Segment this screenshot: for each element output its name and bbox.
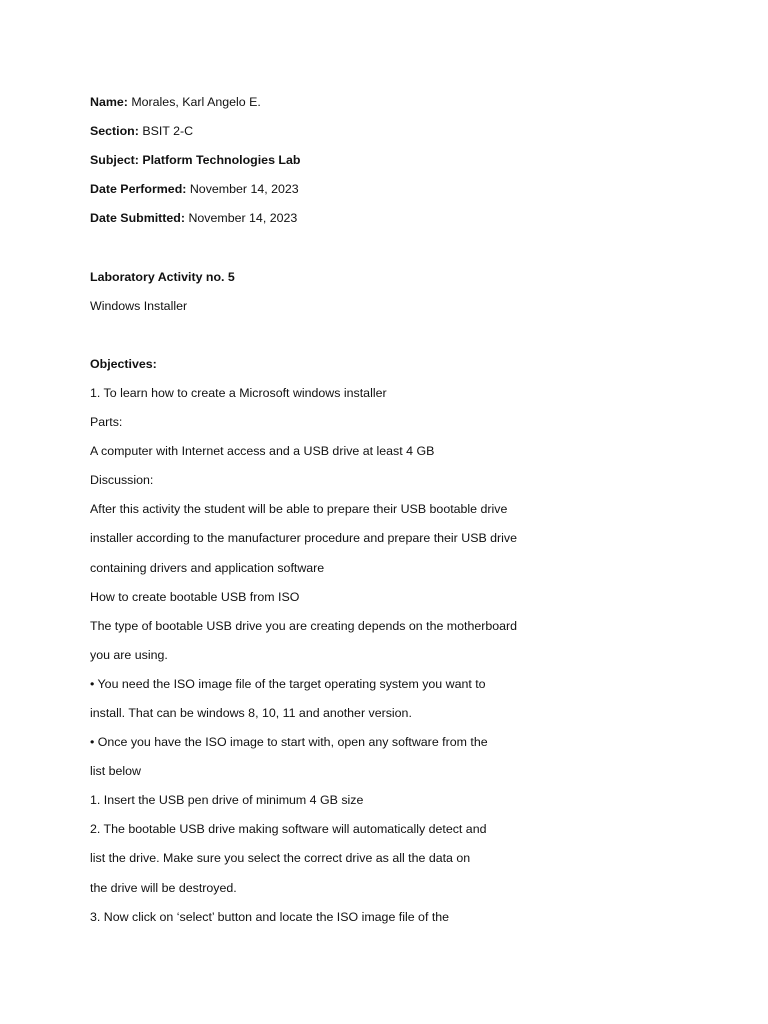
document-content: [90, 92, 710, 936]
body-line: • Once you have the ISO image to start with, open any software from the: [90, 735, 488, 750]
body-line: you are using.: [90, 647, 168, 662]
objectives-heading: [90, 354, 710, 383]
body-line: 1. Insert the USB pen drive of minimum 4 GB size: [90, 793, 364, 808]
section-line: [90, 121, 710, 150]
body-line: A computer with Internet access and a USB drive at least 4 GB: [90, 444, 435, 459]
body-line: Parts:: [90, 415, 123, 430]
body-line: 1. To learn how to create a Microsoft windows installer: [90, 385, 387, 400]
body-line: How to create bootable USB from ISO: [90, 589, 300, 604]
body-line: install. That can be windows 8, 10, 11 and another version.: [90, 705, 412, 720]
section-label: Section:: [90, 124, 139, 139]
body-line: installer according to the manufacturer procedure and prepare their USB drive: [90, 531, 518, 546]
section-value: BSIT 2-C: [138, 124, 194, 139]
name-line: [90, 92, 710, 121]
spacer: [90, 325, 710, 354]
body-line: • You need the ISO image file of the target operating system you want to: [90, 676, 486, 691]
body-line: the drive will be destroyed.: [90, 880, 237, 895]
body-line: After this activity the student will be able to prepare their USB bootable drive: [90, 502, 508, 517]
body-line: The type of bootable USB drive you are creating depends on the motherboard: [90, 618, 518, 633]
name-label: Name:: [90, 95, 128, 109]
date-submitted-line: [90, 208, 710, 237]
body-line: containing drivers and application software: [90, 560, 325, 575]
body-line: 2. The bootable USB drive making software will automatically detect and: [90, 822, 487, 837]
date-performed-label: Date Performed:: [90, 182, 187, 197]
body-line: Discussion:: [90, 473, 154, 488]
subject-line: [90, 150, 710, 179]
subject-label: Subject: Platform Technologies Lab: [90, 153, 301, 168]
spacer: [90, 237, 710, 266]
date-performed-value: November 14, 2023: [186, 182, 299, 197]
body-line: list the drive. Make sure you select the correct drive as all the data on: [90, 851, 471, 866]
body-line: 3. Now click on ‘select’ button and locate the ISO image file of the: [90, 909, 450, 924]
date-submitted-label: Date Submitted:: [90, 211, 185, 226]
activity-subtitle: Windows Installer: [90, 298, 188, 313]
date-submitted-value: November 14, 2023: [185, 211, 298, 226]
activity-title-text: Laboratory Activity no. 5: [90, 269, 235, 284]
name-value: Morales, Karl Angelo E.: [127, 95, 261, 109]
objectives-heading-text: Objectives:: [90, 356, 157, 371]
activity-title: [90, 267, 710, 296]
body-line: list below: [90, 764, 141, 779]
date-performed-line: [90, 179, 710, 208]
